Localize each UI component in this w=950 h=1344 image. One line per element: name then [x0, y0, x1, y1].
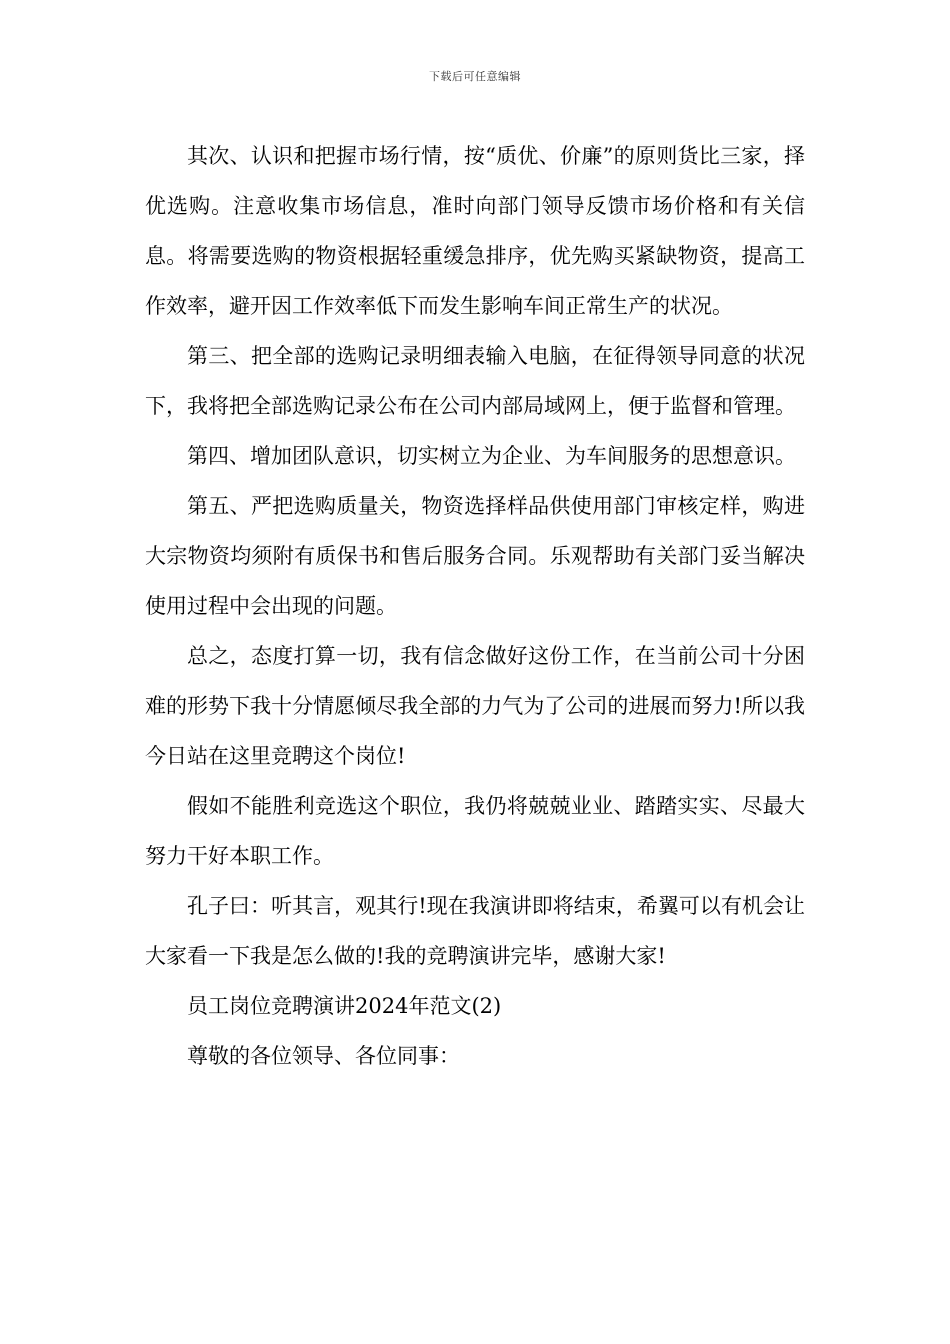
page-header: 下载后可任意编辑: [429, 70, 521, 83]
document-body: [145, 131, 805, 1081]
salutation: 尊敬的各位领导、各位同事：: [187, 1044, 460, 1068]
paragraph-team-awareness: 第四、增加团队意识，切实树立为企业、为车间服务的思想意识。: [187, 444, 796, 468]
paragraph-summary: 总之，态度打算一切，我有信念做好这份工作，在当前公司十分困难的形势下我十分情愿倾尽我全部的力气为了公司的进展而努力!所以我今日站在这里竞聘这个岗位!: [145, 644, 805, 768]
paragraph-quality-control: 第五、严把选购质量关，物资选择样品供使用部门审核定样，购进大宗物资均须附有质保书和售后服务合同。乐观帮助有关部门妥当解决使用过程中会出现的问题。: [145, 494, 805, 618]
paragraph-purchase-records: 第三、把全部的选购记录明细表输入电脑，在征得领导同意的状况下，我将把全部选购记录公布在公司内部局域网上，便于监督和管理。: [145, 344, 805, 418]
section-title: 员工岗位竞聘演讲2024年范文(2): [187, 994, 502, 1018]
paragraph-closing: 孔子曰：听其言，观其行!现在我演讲即将结束，希翼可以有机会让大家看一下我是怎么做的!我的竞聘演讲完毕，感谢大家!: [145, 894, 805, 968]
paragraph-market-research: 其次、认识和把握市场行情，按“质优、价廉”的原则货比三家，择优选购。注意收集市场信息，准时向部门领导反馈市场价格和有关信息。将需要选购的物资根据轻重缓急排序，优先购买紧缺物资，提高工作效率，避开因工作效率低下而发生影响车间正常生产的状况。: [145, 144, 805, 318]
paragraph-if-not-selected: 假如不能胜利竞选这个职位，我仍将兢兢业业、踏踏实实、尽最大努力干好本职工作。: [145, 794, 805, 868]
